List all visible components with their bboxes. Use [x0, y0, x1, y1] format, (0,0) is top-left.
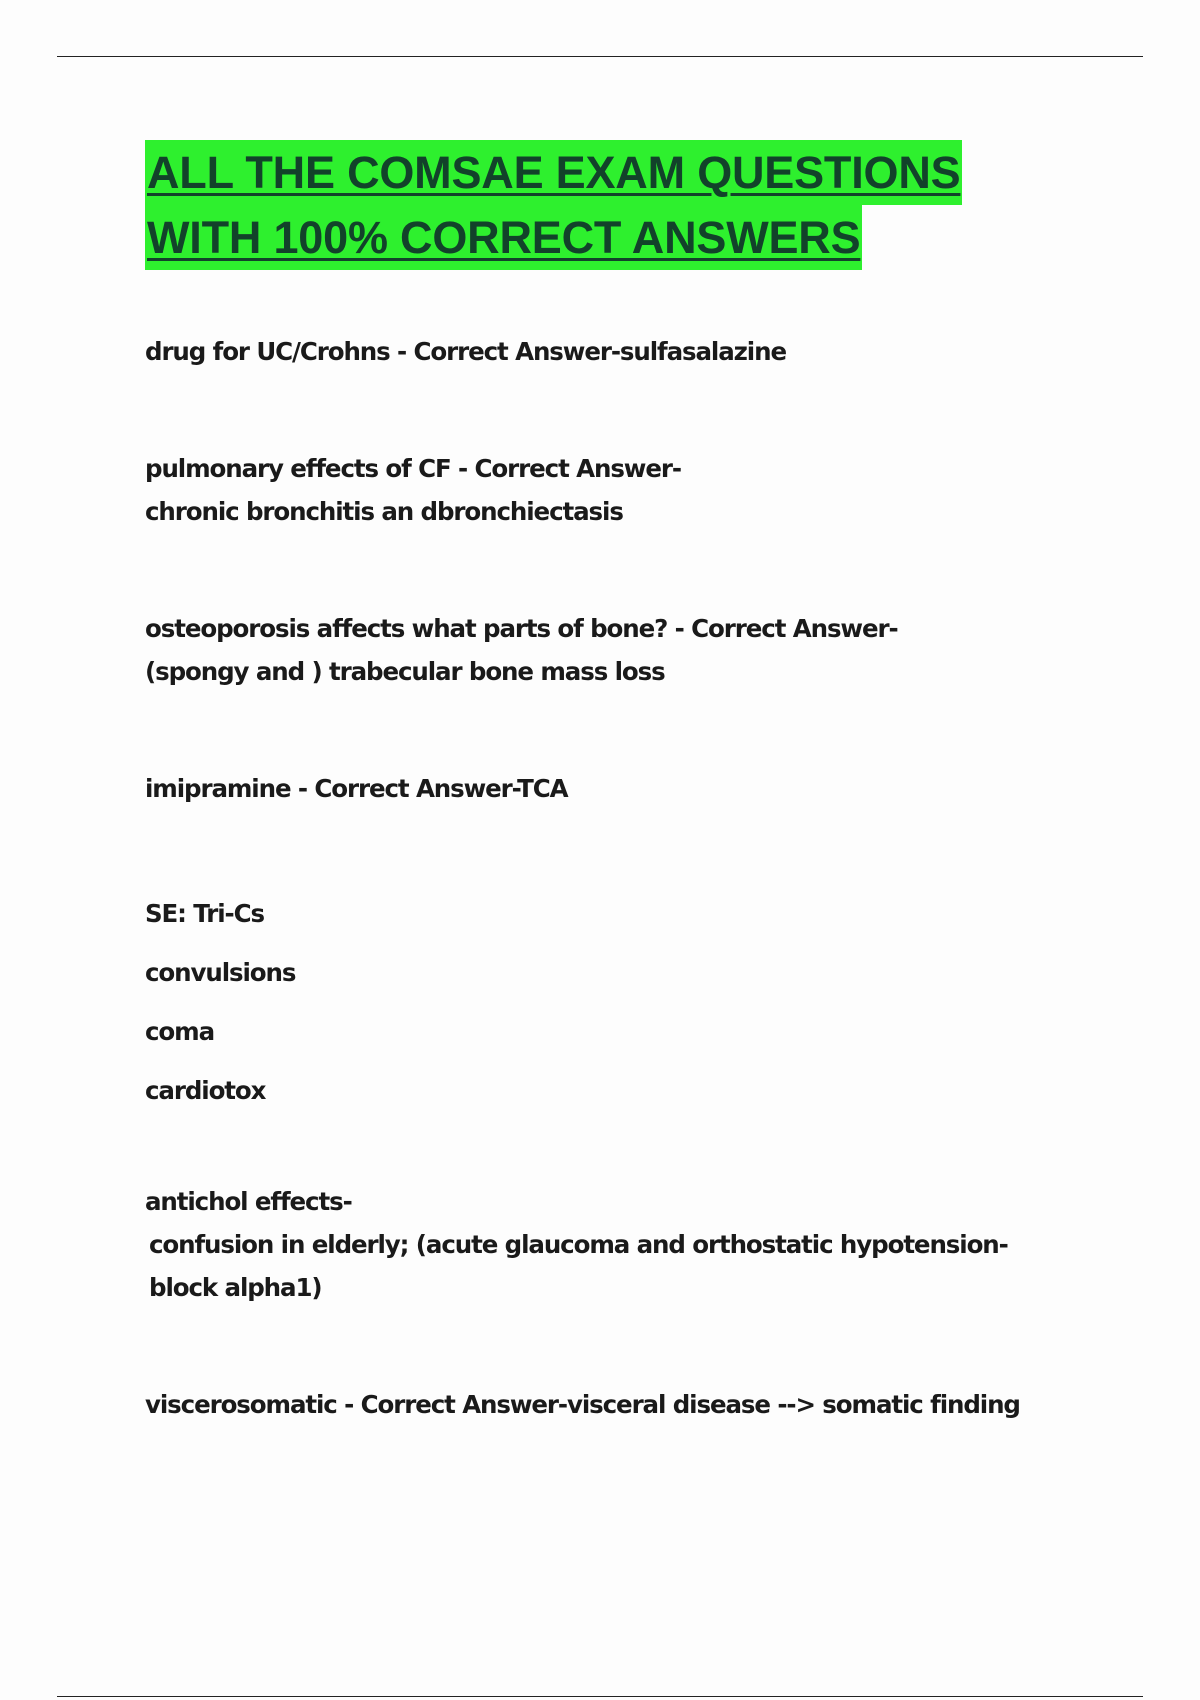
- qa-entry-cf-pulmonary: [145, 447, 681, 533]
- qa-entry-osteoporosis: [145, 607, 898, 693]
- qa-line: (spongy and ) trabecular bone mass loss: [145, 657, 665, 686]
- qa-line: convulsions: [145, 958, 296, 987]
- bottom-rule: [57, 1696, 1143, 1697]
- qa-line: cardiotox: [145, 1076, 266, 1105]
- qa-line: osteoporosis affects what parts of bone? - Correct Answer-: [145, 614, 898, 643]
- qa-entry-antichol: [145, 1180, 1008, 1309]
- qa-line: pulmonary effects of CF - Correct Answer-: [145, 454, 681, 483]
- qa-entry-imipramine: [145, 767, 568, 810]
- qa-entry-sulfasalazine: [145, 330, 786, 373]
- qa-line: confusion in elderly; (acute glaucoma and orthostatic hypotension-: [149, 1230, 1008, 1259]
- qa-entry-viscerosomatic: [145, 1383, 1020, 1426]
- qa-line: drug for UC/Crohns - Correct Answer-sulfasalazine: [145, 337, 786, 366]
- qa-line: block alpha1): [149, 1273, 322, 1302]
- document-title: [145, 140, 1105, 270]
- qa-line: imipramine - Correct Answer-TCA: [145, 774, 568, 803]
- qa-line: coma: [145, 1017, 215, 1046]
- qa-entry-tri-cs: [145, 884, 295, 1120]
- qa-line: antichol effects-: [145, 1187, 352, 1216]
- qa-line: viscerosomatic - Correct Answer-visceral disease --> somatic finding: [145, 1390, 1020, 1419]
- title-line-2: WITH 100% CORRECT ANSWERS: [145, 205, 862, 270]
- qa-line: SE: Tri-Cs: [145, 899, 264, 928]
- top-rule: [57, 56, 1143, 57]
- qa-line: chronic bronchitis an dbronchiectasis: [145, 497, 623, 526]
- title-line-1: ALL THE COMSAE EXAM QUESTIONS: [145, 140, 962, 205]
